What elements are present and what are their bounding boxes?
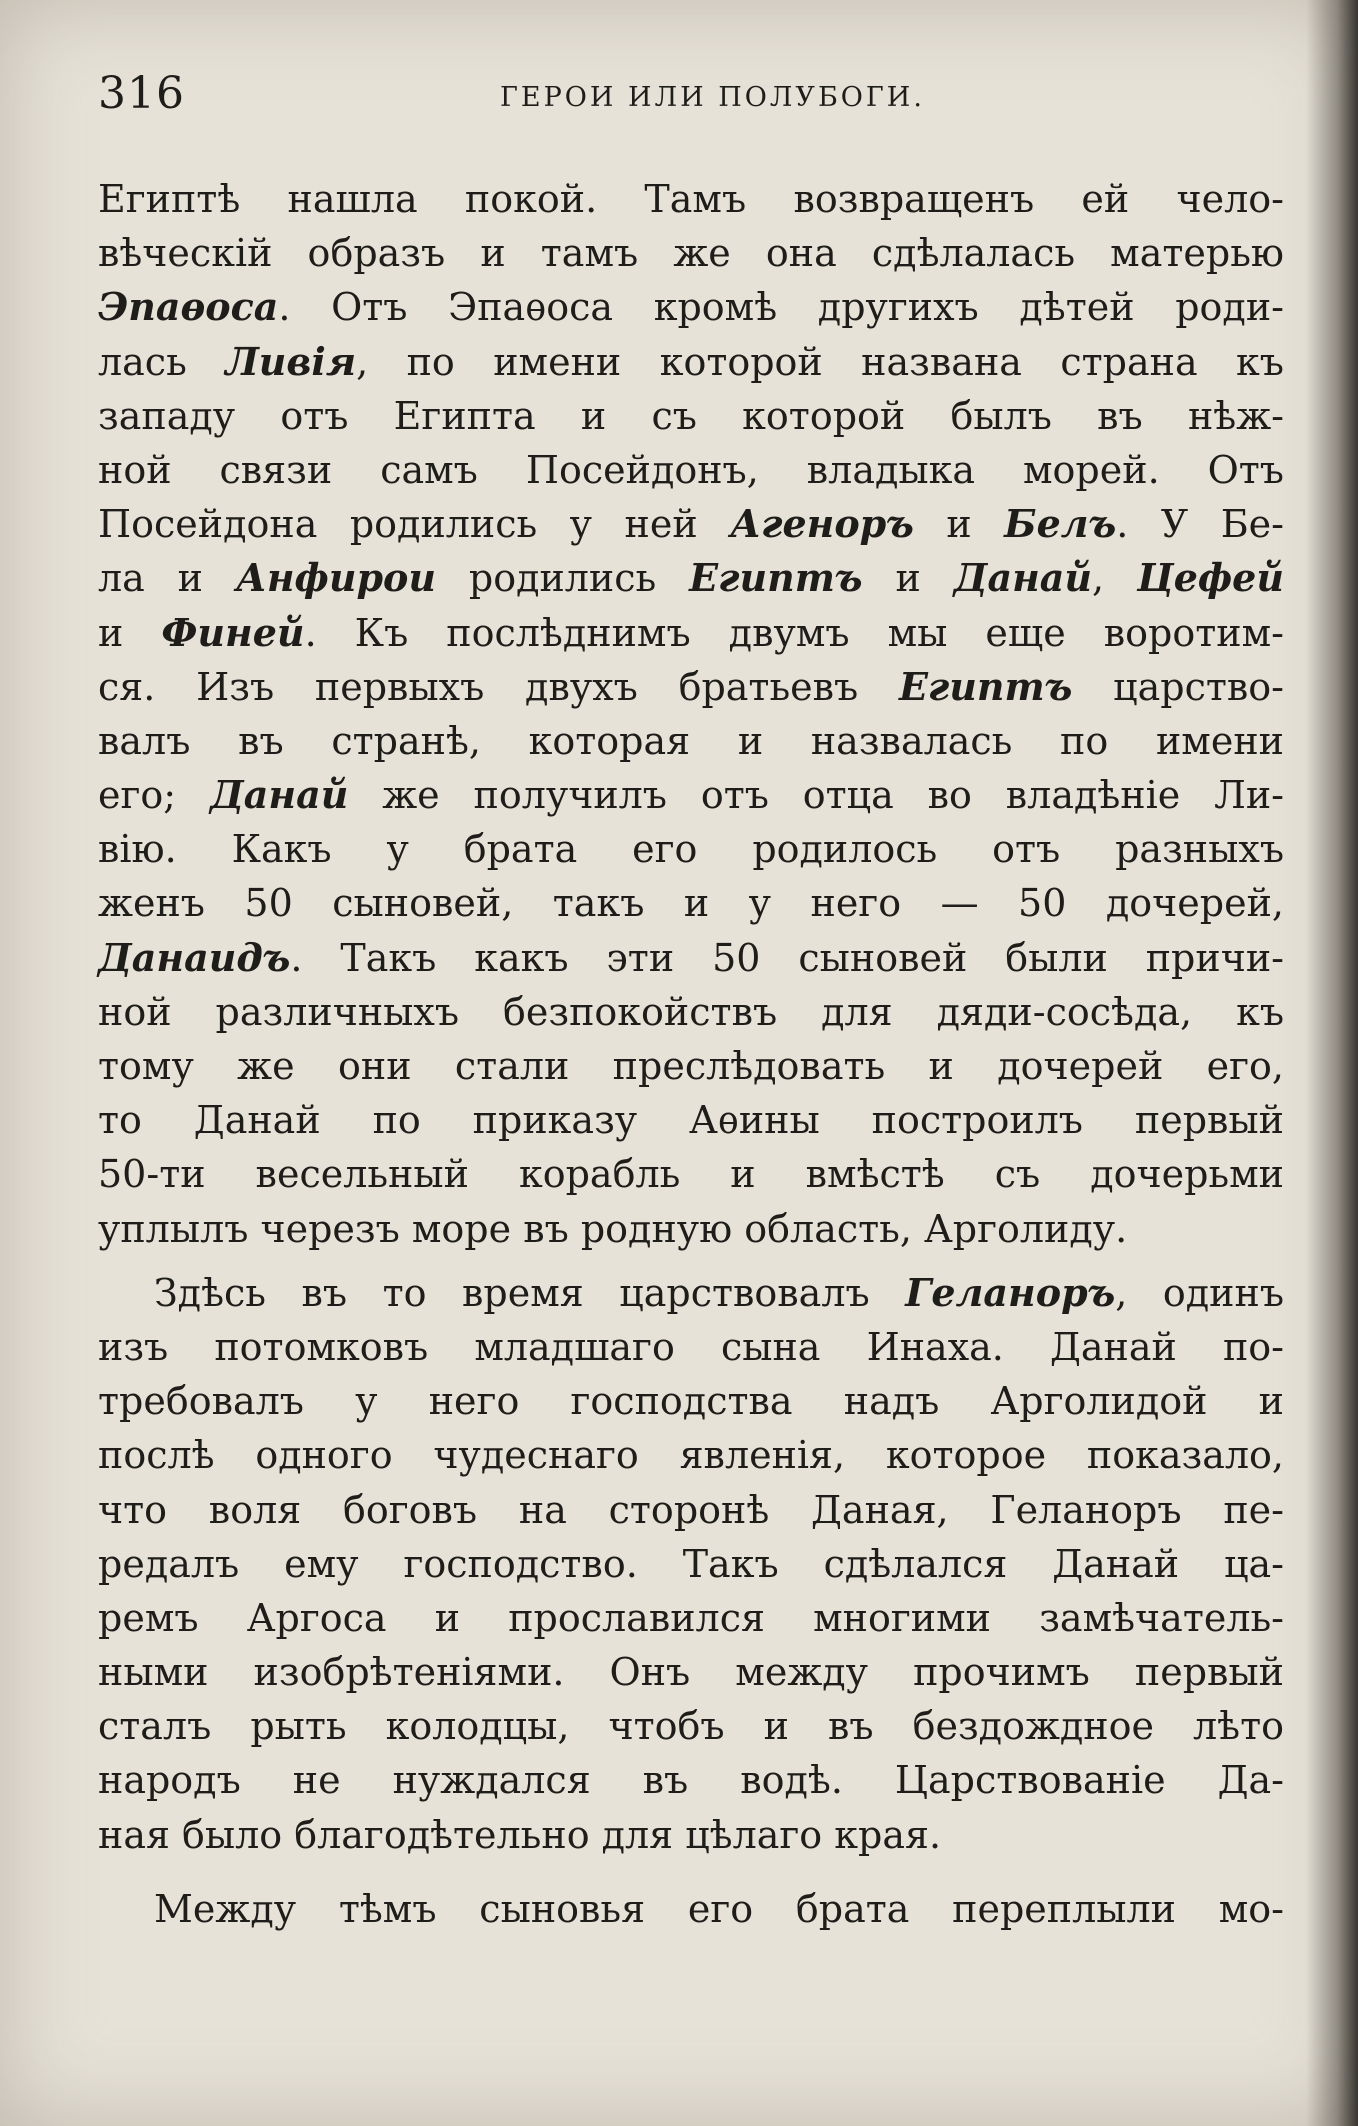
text-line: ными изобрѣтеніями. Онъ между прочимъ первый bbox=[98, 1650, 1284, 1695]
body-text bbox=[98, 172, 1284, 1936]
paragraph-start: Между тѣмъ сыновья его брата переплыли мо- bbox=[154, 1886, 1284, 1931]
name-anfiroi: Анфирои bbox=[235, 555, 436, 601]
text-line: ная было благодѣтельно для цѣлаго края. bbox=[98, 1812, 942, 1857]
text-line: лась Ливія, по имени которой названа страна къ bbox=[98, 338, 1284, 384]
text-line: то Данай по приказу Аѳины построилъ первый bbox=[98, 1098, 1284, 1143]
name-egypt: Египтъ bbox=[898, 663, 1073, 709]
running-title: ГЕРОИ ИЛИ ПОЛУБОГИ. bbox=[500, 82, 925, 113]
name-gelanor: Геланоръ bbox=[905, 1269, 1116, 1315]
text-line: уплылъ черезъ море въ родную область, Арголиду. bbox=[98, 1206, 1128, 1251]
name-bel: Белъ bbox=[1004, 501, 1117, 547]
text-line: ла и Анфирои родились Египтъ и Данай, Цефей bbox=[98, 555, 1284, 601]
text-line: народъ не нуждался въ водѣ. Царствованіе Да- bbox=[98, 1758, 1284, 1803]
name-danai: Данай bbox=[953, 555, 1093, 601]
text-line: требовалъ у него господства надъ Арголидой и bbox=[98, 1379, 1284, 1424]
name-cepheus: Цефей bbox=[1137, 555, 1284, 601]
text-line: ной связи самъ Посейдонъ, владыка морей. Отъ bbox=[98, 447, 1284, 492]
name-phineus: Финей bbox=[161, 609, 305, 655]
text-line: западу отъ Египта и съ которой былъ въ нѣж- bbox=[98, 393, 1284, 438]
name-agenor: Агеноръ bbox=[730, 501, 914, 547]
text-line: женъ 50 сыновей, такъ и у него — 50 дочерей, bbox=[98, 881, 1284, 926]
name-danai: Данай bbox=[209, 772, 349, 818]
text-line: его; Данай же получилъ отъ отца во владѣніе Ли- bbox=[98, 772, 1284, 818]
name-danaids: Данаидъ bbox=[98, 934, 291, 980]
text-line: редалъ ему господство. Такъ сдѣлался Данай ца- bbox=[98, 1541, 1284, 1586]
text-line: изъ потомковъ младшаго сына Инаха. Данай по- bbox=[98, 1324, 1284, 1369]
text-line: ной различныхъ безпокойствъ для дяди-сосѣда, къ bbox=[98, 989, 1284, 1034]
text-line: ся. Изъ первыхъ двухъ братьевъ Египтъ царство- bbox=[98, 663, 1284, 709]
text-line: тому же они стали преслѣдовать и дочерей его, bbox=[98, 1044, 1284, 1088]
name-epaphos: Эпаѳоса bbox=[98, 284, 279, 330]
text-line: вѣческій образъ и тамъ же она сдѣлалась матерью bbox=[98, 231, 1284, 276]
text-line: вію. Какъ у брата его родилось отъ разныхъ bbox=[98, 827, 1284, 872]
text-line: и Финей. Къ послѣднимъ двумъ мы еще воротим- bbox=[98, 609, 1285, 655]
text-line: Посейдона родились у ней Агеноръ и Белъ. У Бе- bbox=[98, 501, 1284, 547]
page-number: 316 bbox=[98, 68, 185, 119]
name-libya: Ливія bbox=[225, 338, 357, 384]
text-line: что воля боговъ на сторонѣ Даная, Геланоръ пе- bbox=[98, 1487, 1284, 1532]
text-line: Египтѣ нашла покой. Тамъ возвращенъ ей чело- bbox=[98, 177, 1284, 221]
text-line: валъ въ странѣ, которая и назвалась по имени bbox=[98, 718, 1284, 763]
text-line: ремъ Аргоса и прославился многими замѣчатель- bbox=[98, 1595, 1284, 1640]
text-line: сталъ рыть колодцы, чтобъ и въ бездождное лѣто bbox=[98, 1704, 1284, 1749]
running-head bbox=[98, 68, 1278, 128]
text-line: Эпаѳоса. Отъ Эпаѳоса кромѣ другихъ дѣтей роди- bbox=[98, 284, 1284, 330]
text-line: Данаидъ. Такъ какъ эти 50 сыновей были причи- bbox=[98, 934, 1284, 980]
paragraph-start: Здѣсь въ то время царствовалъ Геланоръ, одинъ bbox=[154, 1269, 1285, 1315]
name-egypt: Египтъ bbox=[689, 555, 863, 601]
text-line: 50-ти весельный корабль и вмѣстѣ съ дочерьми bbox=[98, 1152, 1284, 1197]
text-line: послѣ одного чудеснаго явленія, которое показало, bbox=[98, 1433, 1284, 1478]
page-edge-shadow bbox=[1306, 0, 1358, 2126]
